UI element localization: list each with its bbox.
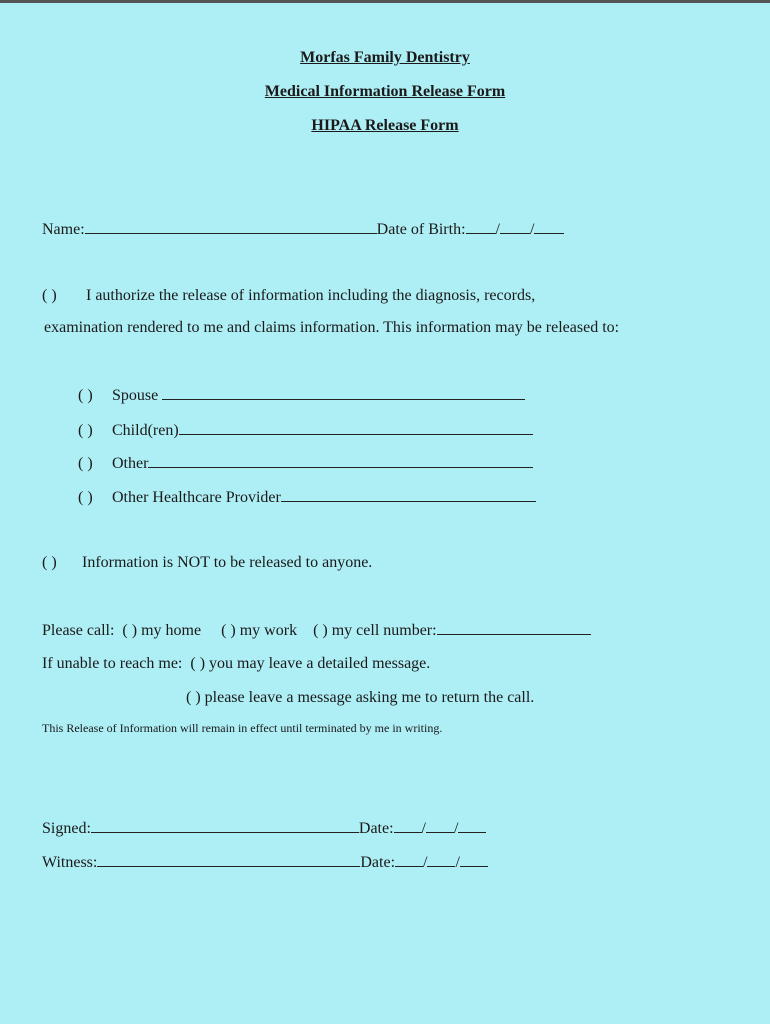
recipient-healthcare-provider bbox=[78, 487, 536, 508]
release-notice: This Release of Information will remain in effect until terminated by me in writing. bbox=[42, 721, 443, 735]
dob-sep-2: / bbox=[529, 221, 535, 238]
signed-date-month[interactable] bbox=[394, 818, 422, 833]
spouse-checkbox[interactable]: ( ) bbox=[78, 387, 93, 404]
please-call-row bbox=[42, 620, 591, 641]
spouse-field[interactable] bbox=[162, 385, 525, 400]
dob-month-field[interactable] bbox=[466, 219, 496, 234]
name-label: Name: bbox=[42, 221, 85, 238]
authorize-row bbox=[42, 286, 535, 306]
witness-date-day[interactable] bbox=[427, 852, 455, 867]
witness-date-sep-2: / bbox=[455, 854, 460, 871]
return-call-option[interactable]: ( ) please leave a message asking me to return the call. bbox=[186, 689, 535, 706]
provider-field[interactable] bbox=[281, 487, 536, 502]
signed-label: Signed: bbox=[42, 820, 91, 837]
not-released-checkbox[interactable]: ( ) bbox=[42, 554, 57, 571]
provider-label: Other Healthcare Provider bbox=[112, 489, 281, 506]
name-row bbox=[42, 219, 564, 240]
form-subtitle: HIPAA Release Form bbox=[311, 117, 459, 134]
call-cell-option[interactable]: ( ) my cell number: bbox=[313, 622, 437, 639]
detailed-message-option[interactable]: ( ) you may leave a detailed message. bbox=[190, 655, 431, 672]
provider-checkbox[interactable]: ( ) bbox=[78, 489, 93, 506]
cell-number-field[interactable] bbox=[437, 620, 591, 635]
witness-label: Witness: bbox=[42, 854, 98, 871]
unable-to-reach-row bbox=[42, 654, 430, 674]
witness-field[interactable] bbox=[97, 852, 360, 867]
signed-date-label: Date: bbox=[358, 820, 394, 837]
children-label: Child(ren) bbox=[112, 422, 179, 439]
form-title: Medical Information Release Form bbox=[264, 83, 506, 100]
name-field[interactable] bbox=[85, 219, 377, 234]
call-home-option[interactable]: ( ) my home bbox=[122, 622, 202, 639]
signature-field[interactable] bbox=[91, 818, 359, 833]
witness-date-label: Date: bbox=[360, 854, 396, 871]
recipient-children bbox=[78, 420, 533, 441]
call-work-option[interactable]: ( ) my work bbox=[221, 622, 298, 639]
signed-date-year[interactable] bbox=[458, 818, 486, 833]
witness-date-month[interactable] bbox=[395, 852, 423, 867]
witness-date-year[interactable] bbox=[460, 852, 488, 867]
authorize-checkbox[interactable]: ( ) bbox=[42, 287, 57, 304]
children-field[interactable] bbox=[179, 420, 533, 435]
other-label: Other bbox=[112, 455, 149, 472]
recipient-other bbox=[78, 453, 533, 474]
children-checkbox[interactable]: ( ) bbox=[78, 422, 93, 439]
witness-date-sep-1: / bbox=[423, 854, 428, 871]
signed-row bbox=[42, 818, 486, 839]
authorize-text-line1: I authorize the release of information including the diagnosis, records, bbox=[86, 287, 536, 304]
signed-date-sep-1: / bbox=[421, 820, 426, 837]
signed-date-day[interactable] bbox=[426, 818, 454, 833]
recipient-spouse bbox=[78, 385, 525, 406]
authorize-text-line2: examination rendered to me and claims information. This information may be released to: bbox=[44, 319, 620, 336]
unable-to-reach-label: If unable to reach me: bbox=[42, 655, 183, 672]
witness-row bbox=[42, 852, 488, 873]
practice-name: Morfas Family Dentistry bbox=[300, 49, 470, 66]
please-call-label: Please call: bbox=[42, 622, 115, 639]
not-released-row bbox=[42, 553, 372, 573]
not-released-label: Information is NOT to be released to anyone. bbox=[82, 554, 373, 571]
spouse-label: Spouse bbox=[112, 387, 159, 404]
other-field[interactable] bbox=[148, 453, 533, 468]
dob-day-field[interactable] bbox=[500, 219, 530, 234]
other-checkbox[interactable]: ( ) bbox=[78, 455, 93, 472]
dob-sep-1: / bbox=[495, 221, 500, 238]
dob-label: Date of Birth: bbox=[376, 221, 466, 238]
signed-date-sep-2: / bbox=[454, 820, 459, 837]
page-top-edge bbox=[0, 0, 770, 3]
dob-year-field[interactable] bbox=[534, 219, 564, 234]
